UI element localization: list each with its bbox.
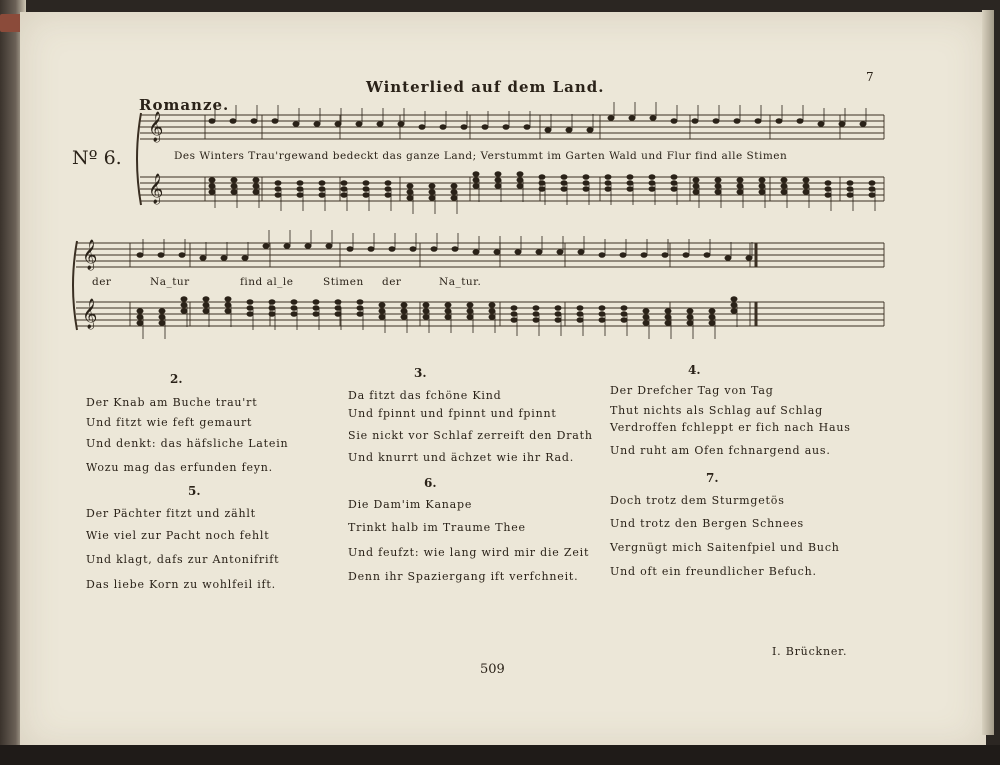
note-head [263,244,269,249]
note-head [319,181,325,186]
note-head [671,119,677,124]
note-head [803,184,809,189]
note-head [221,256,227,261]
lyric-word: find al_le [240,276,294,288]
note-head [693,178,699,183]
note-head [583,187,589,192]
note-head [649,175,655,180]
note-head [159,321,165,326]
note-head [247,312,253,317]
note-head [803,190,809,195]
note-head [495,172,501,177]
note-head [319,187,325,192]
note-head [641,253,647,258]
note-head [385,187,391,192]
verse-line: Da fitzt das fchöne Kind [348,389,502,402]
verse-line: Thut nichts als Schlag auf Schlag [610,404,823,417]
note-head [407,184,413,189]
note-head [665,321,671,326]
note-head [275,187,281,192]
clef-icon: 𝄞 [82,299,98,329]
note-head [313,306,319,311]
verse-line: Sie nickt vor Schlaf zerreift den Drath [348,429,593,442]
note-head [665,309,671,314]
note-head [251,119,257,124]
verse-line: Wie viel zur Pacht noch fehlt [86,529,270,542]
note-head [357,300,363,305]
note-head [209,190,215,195]
note-head [159,315,165,320]
verse-line: Wozu mag das erfunden feyn. [86,461,273,474]
note-head [847,193,853,198]
note-head [561,181,567,186]
note-head [847,181,853,186]
note-head [314,122,320,127]
piece-subtitle: Romanze. [139,96,230,114]
verse-line: Trinkt halb im Traume Thee [348,521,526,534]
note-head [269,306,275,311]
note-head [423,303,429,308]
note-head [445,303,451,308]
note-head [379,303,385,308]
note-head [379,309,385,314]
verse-number: 2. [170,372,183,386]
note-head [649,187,655,192]
note-head [269,312,275,317]
note-head [467,315,473,320]
note-head [555,306,561,311]
note-head [379,315,385,320]
note-head [291,312,297,317]
note-head [713,119,719,124]
note-head [335,300,341,305]
note-head [583,175,589,180]
note-head [313,312,319,317]
note-head [407,196,413,201]
note-head [577,306,583,311]
note-head [247,300,253,305]
note-head [555,318,561,323]
note-head [539,187,545,192]
note-head [385,181,391,186]
note-head [335,306,341,311]
note-head [242,256,248,261]
verse-number: 5. [188,484,201,498]
note-head [231,190,237,195]
note-head [419,125,425,130]
note-head [137,321,143,326]
note-head [410,247,416,252]
note-head [347,247,353,252]
note-head [599,318,605,323]
note-head [605,181,611,186]
note-head [869,187,875,192]
note-head [715,184,721,189]
note-head [731,309,737,314]
note-head [231,184,237,189]
clef-icon: 𝄞 [82,240,98,270]
verse-number: 7. [706,471,719,485]
note-head [407,190,413,195]
piece-number: Nº 6. [72,147,122,169]
note-head [363,193,369,198]
verse-line: Und klagt, dafs zur Antonifrift [86,553,280,566]
note-head [461,125,467,130]
verse-line: Und oft ein freundlicher Befuch. [610,565,817,578]
note-head [423,309,429,314]
note-head [561,187,567,192]
note-head [385,193,391,198]
note-head [577,318,583,323]
note-head [225,297,231,302]
note-head [357,306,363,311]
note-head [495,178,501,183]
note-head [401,303,407,308]
note-head [284,244,290,249]
note-head [715,190,721,195]
note-head [649,181,655,186]
note-head [335,122,341,127]
verse-number: 4. [688,363,701,377]
note-head [627,175,633,180]
note-head [401,309,407,314]
note-head [621,312,627,317]
note-head [860,122,866,127]
note-head [297,193,303,198]
verse-line: Und trotz den Bergen Schnees [610,517,804,530]
note-head [605,187,611,192]
note-head [545,128,551,133]
note-head [776,119,782,124]
verse-line: Der Pächter fitzt und zählt [86,507,256,520]
note-head [203,303,209,308]
note-head [578,250,584,255]
note-head [297,187,303,192]
note-head [515,250,521,255]
note-head [665,315,671,320]
verse-line: Verdroffen fchleppt er fich nach Haus [610,421,851,434]
note-head [272,119,278,124]
note-head [781,184,787,189]
note-head [825,187,831,192]
verse-line: Und feufzt: wie lang wird mir die Zeit [348,546,590,559]
note-head [203,297,209,302]
note-head [599,306,605,311]
note-head [731,297,737,302]
note-head [297,181,303,186]
note-head [209,178,215,183]
note-head [608,116,614,121]
note-head [629,116,635,121]
note-head [687,309,693,314]
note-head [746,256,752,261]
verse-line: Die Dam'im Kanape [348,498,473,511]
note-head [179,253,185,258]
note-head [533,318,539,323]
verse-number: 6. [424,476,437,490]
note-head [539,175,545,180]
note-head [363,181,369,186]
lyric-word: Na_tur [150,276,190,288]
note-head [247,306,253,311]
note-head [489,315,495,320]
note-head [621,306,627,311]
note-head [137,253,143,258]
note-head [671,181,677,186]
verse-line: Und fpinnt und fpinnt und fpinnt [348,407,557,420]
note-head [467,303,473,308]
verse-line: Und ruht am Ofen fchnargend aus. [610,444,831,457]
note-head [181,303,187,308]
note-head [715,178,721,183]
note-head [319,193,325,198]
verse-line: Doch trotz dem Sturmgetös [610,494,785,507]
note-head [643,309,649,314]
note-head [341,193,347,198]
lyric-line-1: Des Winters Trau'rgewand bedeckt das ganze Land; Verstummt im Garten Wald und Flur find alle Stimen [174,150,788,162]
note-head [533,312,539,317]
note-head [869,181,875,186]
note-head [445,315,451,320]
note-head [503,125,509,130]
note-head [158,253,164,258]
note-head [429,196,435,201]
note-head [643,315,649,320]
verse-line: Der Knab am Buche trau'rt [86,396,258,409]
note-head [291,300,297,305]
note-head [291,306,297,311]
note-head [253,190,259,195]
note-head [555,312,561,317]
note-head [683,253,689,258]
lyric-word: der [92,276,112,288]
note-head [627,187,633,192]
note-head [599,312,605,317]
note-head [431,247,437,252]
note-head [557,250,563,255]
note-head [377,122,383,127]
note-head [797,119,803,124]
note-head [181,309,187,314]
note-head [687,321,693,326]
note-head [398,122,404,127]
note-head [731,303,737,308]
lyric-word: Stimen [323,276,364,288]
note-head [429,184,435,189]
note-head [452,247,458,252]
note-head [225,309,231,314]
note-head [209,119,215,124]
note-head [326,244,332,249]
note-head [781,190,787,195]
note-head [599,253,605,258]
note-head [494,250,500,255]
verse-line: Und fitzt wie feft gemaurt [86,416,253,429]
note-head [473,178,479,183]
verse-number: 3. [414,366,427,380]
note-head [181,297,187,302]
clef-icon: 𝄞 [148,174,164,204]
note-head [517,184,523,189]
lyric-word: der [382,276,402,288]
note-head [389,247,395,252]
note-head [620,253,626,258]
note-head [473,250,479,255]
verse-line: Das liebe Korn zu wohlfeil ift. [86,578,276,591]
note-head [725,256,731,261]
note-head [275,193,281,198]
note-head [587,128,593,133]
note-head [451,196,457,201]
note-head [335,312,341,317]
note-head [839,122,845,127]
note-head [687,315,693,320]
note-head [803,178,809,183]
note-head [539,181,545,186]
note-head [517,172,523,177]
note-head [759,178,765,183]
note-head [401,315,407,320]
note-head [305,244,311,249]
note-head [357,312,363,317]
note-head [643,321,649,326]
composer-credit: I. Brückner. [772,645,848,658]
note-head [511,306,517,311]
note-head [467,309,473,314]
note-head [368,247,374,252]
note-head [440,125,446,130]
verse-line: Und denkt: das häfsliche Latein [86,437,289,450]
verse-line: Der Drefcher Tag von Tag [610,384,774,397]
note-head [489,309,495,314]
note-head [737,184,743,189]
note-head [671,187,677,192]
note-head [451,190,457,195]
note-head [269,300,275,305]
note-head [313,300,319,305]
note-head [627,181,633,186]
note-head [209,184,215,189]
note-head [621,318,627,323]
note-head [693,190,699,195]
note-head [869,193,875,198]
note-head [662,253,668,258]
note-head [363,187,369,192]
note-head [524,125,530,130]
note-head [445,309,451,314]
note-head [737,178,743,183]
note-head [709,315,715,320]
note-head [533,306,539,311]
note-head [423,315,429,320]
note-head [253,178,259,183]
note-head [781,178,787,183]
note-head [159,309,165,314]
note-head [231,178,237,183]
note-head [473,184,479,189]
system-brace [73,241,77,330]
note-head [825,193,831,198]
note-head [341,187,347,192]
note-head [451,184,457,189]
note-head [495,184,501,189]
note-head [293,122,299,127]
note-head [200,256,206,261]
note-head [755,119,761,124]
note-head [583,181,589,186]
clef-icon: 𝄞 [148,112,164,142]
note-head [693,184,699,189]
page-number-top: 7 [866,70,874,84]
note-head [737,190,743,195]
note-head [225,303,231,308]
note-head [759,184,765,189]
lyric-word: Na_tur. [439,276,482,288]
verse-line: Vergnügt mich Saitenfpiel und Buch [610,541,840,554]
page-title: Winterlied auf dem Land. [366,78,605,96]
note-head [253,184,259,189]
note-head [577,312,583,317]
verse-line: Denn ihr Spaziergang ift verfchneit. [348,570,579,583]
note-head [230,119,236,124]
note-head [605,175,611,180]
note-head [356,122,362,127]
note-head [511,312,517,317]
verse-line: Und knurrt und ächzet wie ihr Rad. [348,451,575,464]
note-head [341,181,347,186]
note-head [566,128,572,133]
note-head [704,253,710,258]
note-head [650,116,656,121]
note-head [489,303,495,308]
note-head [137,315,143,320]
note-head [429,190,435,195]
note-head [709,309,715,314]
note-head [482,125,488,130]
note-head [203,309,209,314]
note-head [536,250,542,255]
note-head [734,119,740,124]
note-head [473,172,479,177]
note-head [847,187,853,192]
note-head [561,175,567,180]
note-head [275,181,281,186]
note-head [709,321,715,326]
note-head [692,119,698,124]
note-head [511,318,517,323]
note-head [137,309,143,314]
note-head [825,181,831,186]
note-head [517,178,523,183]
note-head [759,190,765,195]
note-head [818,122,824,127]
note-head [671,175,677,180]
page-number-bottom: 509 [480,662,505,677]
